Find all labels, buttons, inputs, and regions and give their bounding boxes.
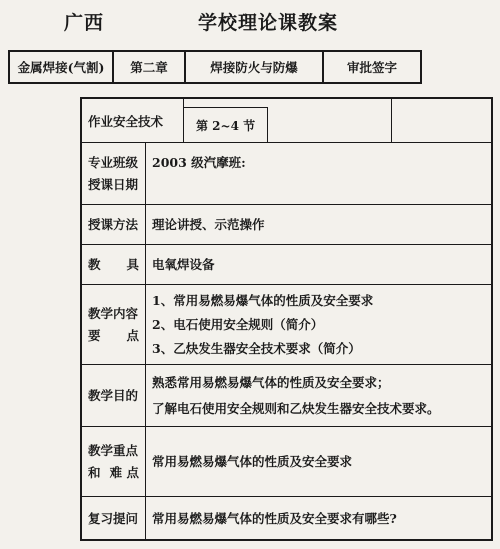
tools-label <box>82 245 146 284</box>
content-item: 1、常用易燃易爆气体的性质及安全要求 <box>152 292 374 308</box>
approval-signature-label: 审批签字 <box>346 60 397 75</box>
goal-item: 了解电石使用安全规则和乙炔发生器安全技术要求。 <box>152 400 440 416</box>
class-value: 2003 级汽摩班: <box>152 154 246 170</box>
tools-value: 电氧焊设备 <box>152 256 215 272</box>
class-date-row <box>82 143 491 205</box>
goal-row <box>82 365 491 427</box>
content-items <box>146 285 491 364</box>
key-points-label <box>82 427 146 496</box>
blank-cell <box>392 99 491 142</box>
lesson-plan-table <box>80 97 493 541</box>
review-row <box>82 497 491 541</box>
method-label: 授课方法 <box>82 205 146 244</box>
content-label-1: 教学内容 <box>88 305 139 321</box>
key-label-2a: 和 <box>88 464 101 480</box>
class-label: 专业班级 <box>88 154 139 170</box>
key-label-1: 教学重点 <box>88 442 139 458</box>
goal-label: 教学目的 <box>82 365 146 426</box>
content-label-2a: 要 <box>88 327 101 343</box>
section-range: 第 2~4 节 <box>184 107 268 142</box>
tools-label-a: 教 <box>88 256 101 272</box>
content-item: 2、电石使用安全规则（简介） <box>152 316 324 332</box>
tools-row <box>82 245 491 285</box>
lesson-title: 作业安全技术 <box>82 99 184 142</box>
content-label <box>82 285 146 364</box>
key-label-2b: 难 点 <box>109 464 139 480</box>
content-row <box>82 285 491 365</box>
method-row <box>82 205 491 245</box>
lesson-title-row <box>82 99 491 143</box>
date-label: 授课日期 <box>88 176 139 192</box>
content-label-2b: 点 <box>126 327 139 343</box>
key-points-value: 常用易燃易爆气体的性质及安全要求 <box>152 453 353 469</box>
goal-items <box>146 365 491 426</box>
topic-label: 焊接防火与防爆 <box>186 52 324 82</box>
content-item: 3、乙炔发生器安全技术要求（简介） <box>152 340 361 356</box>
course-name: 金属焊接(气割) <box>10 52 114 82</box>
page-header <box>0 4 500 36</box>
method-value: 理论讲授、示范操作 <box>152 216 265 232</box>
key-points-row <box>82 427 491 497</box>
class-date-label <box>82 143 146 204</box>
course-info-strip <box>8 50 422 84</box>
goal-item: 熟悉常用易燃易爆气体的性质及安全要求； <box>152 374 390 390</box>
review-value: 常用易燃易爆气体的性质及安全要求有哪些? <box>152 511 397 526</box>
chapter-label: 第二章 <box>114 52 186 82</box>
blank-cell <box>268 99 392 142</box>
region-label: 广西 <box>64 12 105 34</box>
review-label: 复习提问 <box>82 497 146 541</box>
class-value-cell <box>146 143 491 204</box>
document-title: 学校理论课教案 <box>198 12 339 34</box>
tools-label-b: 具 <box>126 256 139 272</box>
